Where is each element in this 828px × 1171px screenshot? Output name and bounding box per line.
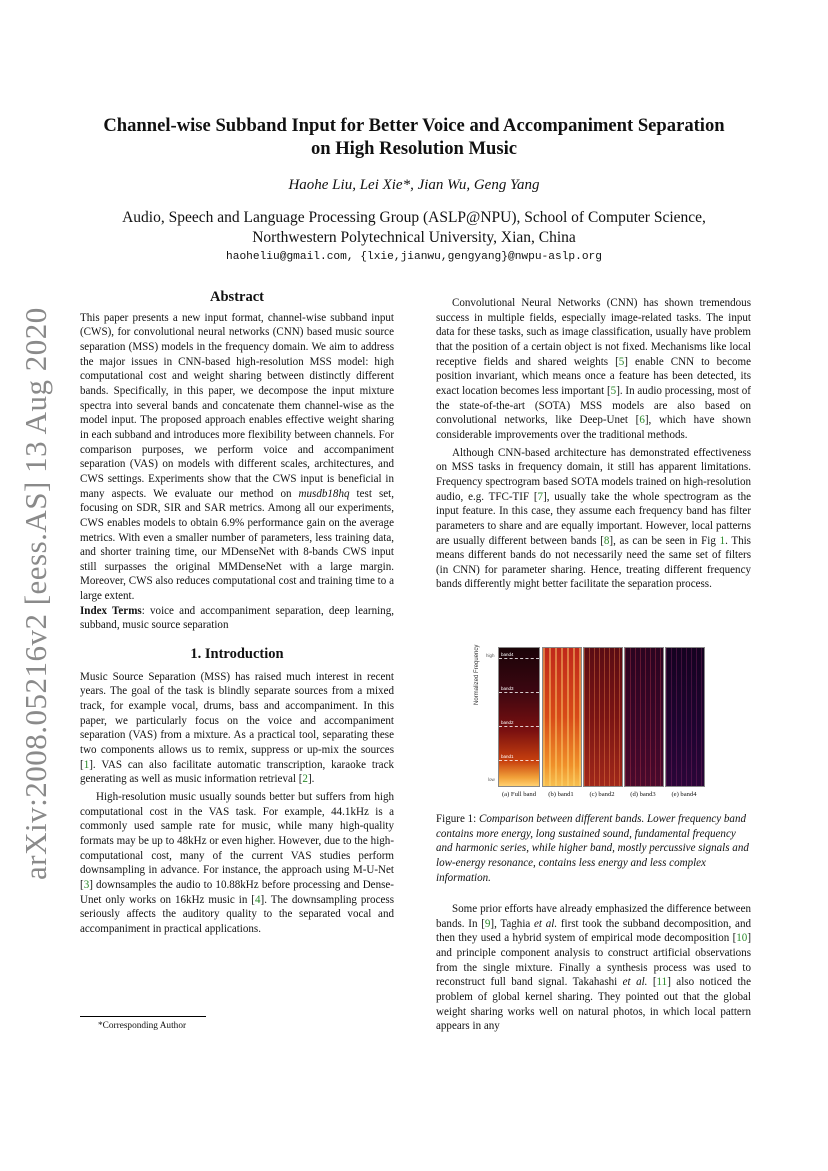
citation-link[interactable]: 2 [302, 773, 308, 786]
subfigure-label-a: (a) Full band [501, 791, 537, 798]
intro-p1-text-a: Music Source Separation (MSS) has raised much interest in recent years. The goal of the task is blindly separate sources from a mixed track, for example vocal, drums, bass and accompaniment. In this paper, we particularly focus on the voice and accompaniment separation (VAS) from a mixture. As a practical tool, separating these two components allows us to remix, suppress or up-mix the sources [ [80, 670, 394, 771]
abstract-heading: Abstract [210, 289, 264, 305]
abstract-text-a: This paper presents a new input format, channel-wise subband input (CWS), for convolutional neural networks (CNN) based music source separation (MSS) models in the frequency domain. We aim to address the major issues in CNN-based high-resolution MSS model: high computational cost and weight sharing between distinctly different bands. Specifically, in this paper, we decompose the input mixture spectra into several bands and concatenate them channel-wise as the model input. The proposed approach enables effective weight sharing in each subband and introduces more flexibility between channels. For comparison purposes, we perform voice and accompaniment separation (VAS) on models with different scales, architectures, and CWS settings. Experiments show that the CWS input is beneficial in many aspects. We evaluate our method on [80, 311, 394, 500]
left-column [80, 290, 394, 937]
right-p3-text-c: first took the subband decomposition, and then they used a hybrid system of empirical mode decomposition [ [436, 917, 751, 945]
intro-paragraph-1 [80, 670, 394, 787]
band-divider [499, 726, 539, 727]
y-tick-high: high [486, 653, 495, 658]
band-label-1: band1 [501, 754, 514, 759]
subfigure-label-b: (b) band1 [548, 791, 574, 798]
right-p1-text-a: Convolutional Neural Networks (CNN) has shown tremendous success in multiple fields, especially image-related tasks. The input data for these tasks, such as image classification, usually have problem that the position of a certain object is not fixed. Mechanisms like local receptive fields and shared weights [ [436, 297, 751, 368]
caption-text: Comparison between different bands. Lower frequency band contains more energy, long sustained sound, fundamental frequency and harmonic series, while higher band, mostly percussive signals and low-energy resonance, contains less energy and less complex information. [436, 813, 749, 884]
affiliation-line-2: Northwestern Polytechnical University, Xian, China [252, 229, 576, 246]
right-p3-text-a: Some prior efforts have already emphasized the difference between bands. In [ [436, 903, 751, 930]
intro-p2-text-c: ]. The downsampling process seriously affects the auditory quality to the separated vocal and accompaniment in practical applications. [80, 893, 394, 935]
spectrogram-band3 [624, 647, 664, 787]
right-p3-text-b: ], Taghia [490, 917, 535, 930]
paper-title [60, 114, 768, 160]
citation-link[interactable]: 10 [736, 932, 748, 945]
spectrogram-band4 [665, 647, 705, 787]
arxiv-identifier: arXiv:2008.05216v2 [eess.AS] 13 Aug 2020 [18, 307, 53, 880]
author-emails: haoheliu@gmail.com, {lxie,jianwu,gengyang}@nwpu-aslp.org [226, 251, 602, 263]
figure-spectrogram-bands [474, 644, 704, 805]
right-paragraph-1 [436, 296, 751, 443]
right-p3-text-f: ] also noticed the problem of global kernel sharing. They pointed out that the global weight sharing works well on natural photos, in which local pattern appears in any [436, 976, 751, 1033]
band-label-3: band3 [501, 686, 514, 691]
footnote-rule [80, 1016, 206, 1017]
right-paragraph-3 [436, 902, 751, 1034]
right-p2-text-d: . This means different bands do not necessarily need the same set of filters (in CNN) for parameter sharing. Hence, treating different frequency bands differently might better facilitate the separation process. [436, 534, 751, 591]
intro-paragraph-2 [80, 790, 394, 937]
intro-p1-text-c: ]. [307, 773, 315, 786]
et-al: et al. [534, 917, 558, 930]
affiliation [60, 208, 768, 248]
citation-link[interactable]: 6 [639, 414, 645, 427]
right-column-bottom [436, 902, 751, 1034]
citation-link[interactable]: 7 [537, 490, 544, 503]
band-label-4: band4 [501, 652, 514, 657]
right-p1-text-b: ] enable CNN to become position invariant, which means once a feature has been detected, its exact location becomes less important [ [436, 355, 751, 397]
footnote: *Corresponding Author [98, 1021, 187, 1031]
band-label-2: band2 [501, 720, 514, 725]
y-axis-label: Normalized Frequency [474, 644, 480, 705]
intro-p1-text-b: ]. VAS can also facilitate automatic transcription, karaoke track generating as well as music information retrieval [ [80, 758, 394, 786]
right-p1-text-d: ], which have shown considerable improvements over the traditional methods. [436, 414, 751, 441]
right-p2-text-c: ], as can be seen in Fig [609, 534, 720, 547]
title-line-1: Channel-wise Subband Input for Better Voice and Accompaniment Separation [103, 115, 725, 136]
right-paragraph-2 [436, 446, 751, 593]
band-divider [499, 658, 539, 659]
right-p3-text-d: ] and principle component analysis to construct artificial observations from the single mixture. Finally a synthesis process was used to reconstruct full band signal. Takahashi [436, 932, 751, 989]
spectrogram-band2 [583, 647, 623, 787]
intro-p2-text-b: ] downsamples the audio to 10.88kHz before processing and Dense-Unet only works on 16kHz music in [ [80, 878, 394, 906]
band-divider [499, 692, 539, 693]
intro-heading: 1. Introduction [190, 646, 284, 663]
citation-link[interactable]: 9 [484, 917, 491, 930]
caption-label: Figure 1: [436, 813, 477, 825]
citation-link[interactable]: 4 [254, 893, 261, 906]
y-tick-low: low [488, 777, 495, 782]
right-p2-text-b: ], usually take the whole spectrogram as the input feature. In this case, they assume each frequency band has filter parameters to share and are equally important. However, local patterns are usually different between bands [ [436, 490, 751, 547]
citation-link[interactable]: 5 [610, 384, 617, 397]
intro-p2-text-a: High-resolution music usually sounds better but suffers from high computational cost in the VAS task. For example, 44.1kHz is a commonly used sample rate for music, while many high-quality formats may be up to 48kHz or even higher. However, due to the high-computational cost, many of the current VAS studies perform downsampling in advance. For instance, the approach using M-U-Net [ [80, 791, 394, 891]
right-p3-text-e: [ [647, 976, 657, 989]
subfigure-label-d: (d) band3 [630, 791, 656, 798]
subfigure-label-c: (c) band2 [589, 791, 615, 798]
affiliation-line-1: Audio, Speech and Language Processing Group (ASLP@NPU), School of Computer Science, [122, 209, 706, 226]
title-line-2: on High Resolution Music [310, 138, 518, 159]
figure-caption [436, 812, 751, 885]
citation-link[interactable]: 5 [618, 355, 625, 368]
citation-link[interactable]: 1 [83, 758, 90, 771]
author-list: Haohe Liu, Lei Xie*, Jian Wu, Geng Yang [288, 177, 540, 193]
band-divider [499, 760, 539, 761]
spectrogram-full-band [498, 647, 540, 787]
index-terms-text: : voice and accompaniment separation, deep learning, subband, music source separation [80, 604, 394, 632]
abstract-body [80, 311, 394, 604]
citation-link[interactable]: 8 [603, 534, 610, 547]
abstract-text-b: test set, focusing on SDR, SIR and SAR metrics. Among all our experiments, CWS enables models to obtain 6.9% performance gain on the average metrics. With even a smaller number of parameters, less training data, and shorter training time, our MDenseNet with 8-bands CWS input still surpasses the original MMDenseNet with a large margin. Moreover, CWS also reduces computational cost and training time to a large extent. [80, 487, 394, 603]
citation-link[interactable]: 3 [83, 878, 90, 891]
et-al: et al. [622, 976, 648, 989]
index-terms [80, 604, 394, 633]
figure-reference-link[interactable]: 1 [719, 534, 726, 547]
spectrogram-band1 [542, 647, 582, 787]
dataset-name: musdb18hq [298, 487, 350, 500]
subfigure-label-e: (e) band4 [671, 791, 697, 798]
right-p1-text-c: ]. In audio processing, most of the state-of-the-art (SOTA) MSS models are also based on convolutional networks, like Deep-Unet [ [436, 384, 751, 427]
right-column-top [436, 296, 751, 592]
right-p2-text-a: Although CNN-based architecture has demonstrated effectiveness on MSS tasks in frequency domain, it still has apparent limitations. Frequency spectrogram based SOTA models trained on high-resolution audio, e.g. TFC-TIF [ [436, 446, 751, 503]
index-terms-label: Index Terms [80, 604, 142, 617]
citation-link[interactable]: 11 [656, 976, 668, 989]
